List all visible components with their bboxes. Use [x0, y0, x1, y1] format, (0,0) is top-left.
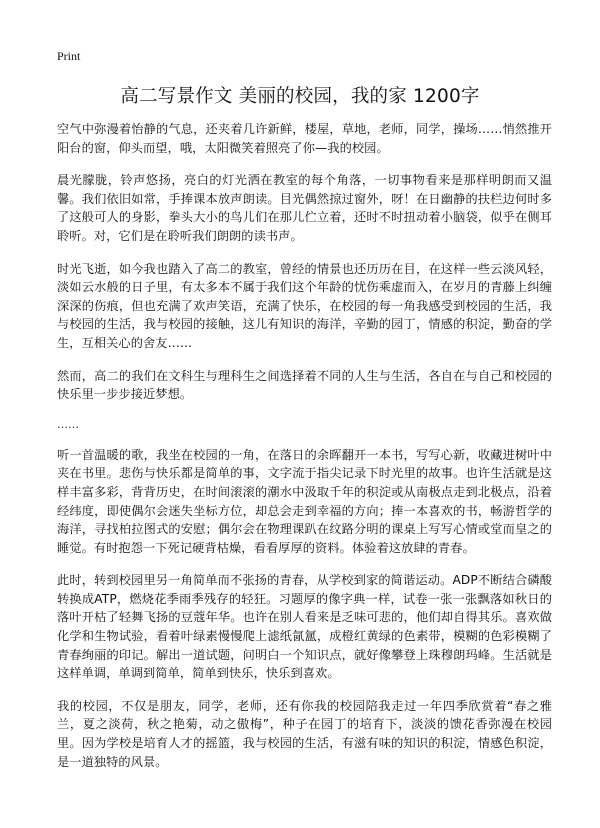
- paragraph: 时光飞逝，如今我也踏入了高二的教室，曾经的情景也还历历在目，在这样一些云淡风轻，淡如云水般的日子里，有太多本不属于我们这个年龄的忧伤乘虚而入，在岁月的青藤上纠缠深深的伤痕，但也充满了欢声笑语，充满了快乐，在校园的每一角我感受到校园的生活，我与校园的生活，我与校园的接触，这儿有知识的海洋，辛勤的园丁，情感的积淀，勤奋的学生，互相关心的舍友……: [57, 261, 552, 350]
- paragraph: 我的校园，不仅是朋友，同学，老师，还有你我的校园陪我走过一年四季欣赏着“春之雅兰，夏之淡荷，秋之艳菊，动之傲梅”，种子在园丁的培育下，淡淡的馈花香弥漫在校园里。因为学校是培育人才的摇篮，我与校园的生活，有滋有味的知识的积淀，情感色积淀，是一道独特的风景。: [57, 698, 552, 769]
- paragraph: 听一首温暖的歌，我坐在校园的一角，在落日的余晖翻开一本书，写写心新，收藏进树叶中夹在书里。悲伤与快乐都是简单的事，文字流于指尖记录下时光里的故事。也许生活就是这样丰富多彩，背背历史，在时间滚滚的潮水中汲取千年的积淀或从南极点走到北极点，沿着经纬度，即使偶尔会迷失坐标方位，却总会走到幸福的方向；捧一本喜欢的书，畅游哲学的海洋，寻找柏拉图式的安慰；偶尔会在物理课趴在纹路分明的课桌上写写心情或堂而皇之的睡觉。有时抱怨一下死记硬背枯燥，看看厚厚的资料。体验着这放肆的青春。: [57, 447, 552, 555]
- paragraph: 空气中弥漫着怡静的气息，还夹着几许新鲜，楼屋，草地，老师，同学，操场……悄然推开阳台的窗，仰头而望，哦，太阳微笑着照亮了你—我的校园。: [57, 122, 552, 155]
- paragraph: 此时，转到校园里另一角简单而不张扬的青春，从学校到家的简谐运动。ADP不断结合磷酸转换成ATP，燃烧花季雨季残存的轻狂。习题厚的像字典一样，试卷一张一张飘落如秋日的落叶开枯了轻舞飞扬的豆蔻年华。也许在别人看来是乏味可悲的，他们却自得其乐。喜欢做化学和生物试验，看着叶绿素慢慢爬上滤纸氤氲，成橙红黄绿的色素带，模糊的色彩模糊了青春绚丽的印记。解出一道试题，问明白一个知识点，就好像攀登上珠穆朗玛峰。生活就是这样单调，单调到简单，简单到快乐，快乐到喜欢。: [57, 573, 552, 681]
- paragraph: 晨光朦胧，铃声悠扬，亮白的灯光洒在教室的每个角落，一切事物看来是那样明朗而又温馨。我们依旧如常，手捧课本放声朗读。目光偶然掠过窗外，呀！在日幽静的扶栏边何时多了这般可人的身影，拳头大小的鸟儿们在那儿伫立着，还时不时扭动着小脑袋，似乎在侧耳聆听。对，它们是在聆听我们朗朗的读书声。: [57, 173, 552, 243]
- paragraph: 然而，高二的我们在文科生与理科生之间选择着不同的人生与生活，各自在与自己和校园的快乐里一步步接近梦想。: [57, 368, 552, 402]
- article-body: [57, 120, 552, 785]
- page-title: 高二写景作文 美丽的校园，我的家 1200字: [120, 86, 480, 107]
- section-separator: ……: [57, 417, 79, 431]
- print-link[interactable]: Print: [57, 49, 81, 63]
